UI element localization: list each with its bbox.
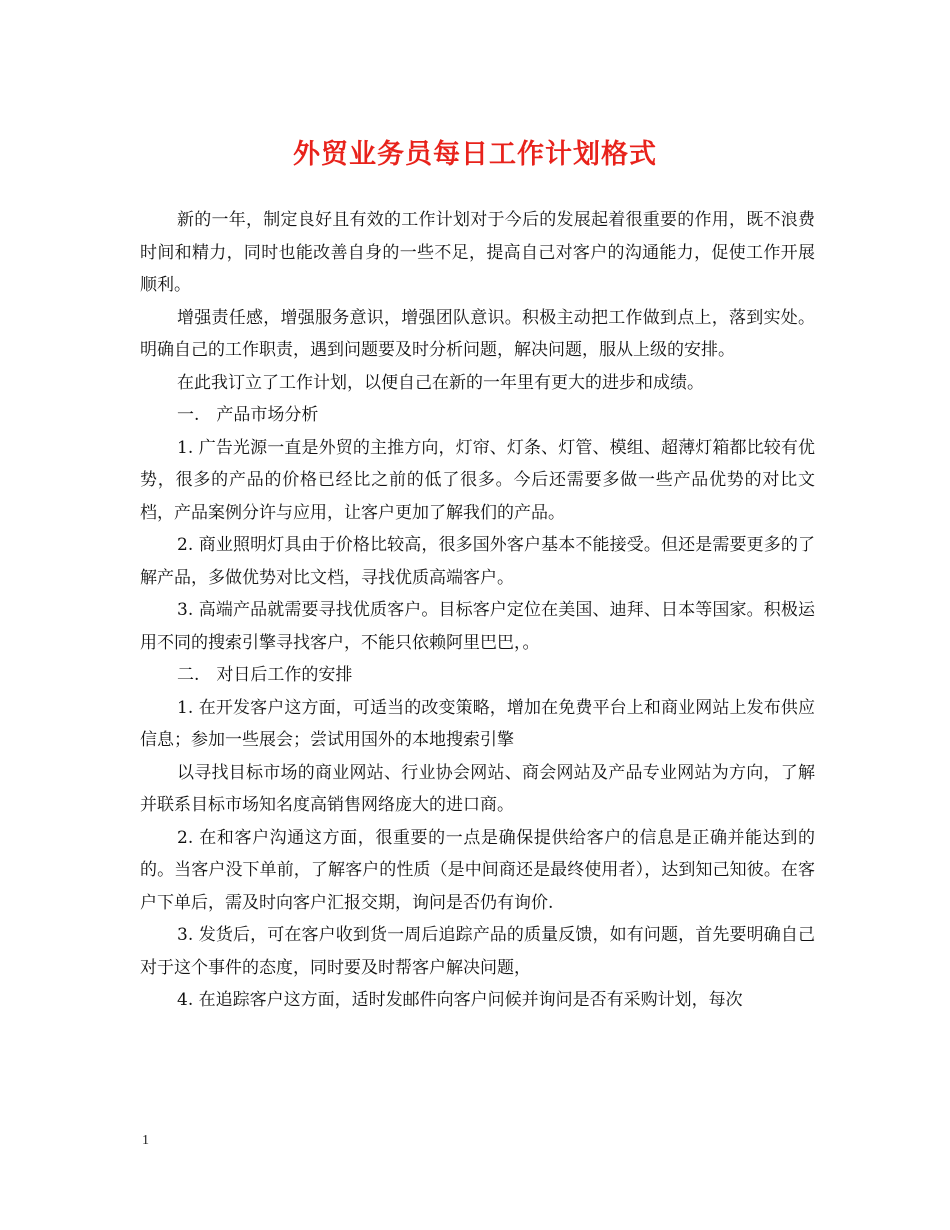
section-heading-market-analysis: 一. 产品市场分析 (177, 405, 319, 425)
paragraph-intro: 新的一年，制定良好且有效的工作计划对于今后的发展起着很重要的作用，既不浪费时间和精力，同时也能改善自身的一些不足，提高自己对客户的沟通能力，促使工作开展顺利。 (140, 210, 815, 295)
list-item: 2. 商业照明灯具由于价格比较高，很多国外客户基本不能接受。但还是需要更多的了解产品，多做优势对比文档，寻找优质高端客户。 (140, 535, 815, 588)
page-number: 1 (142, 1133, 149, 1148)
paragraph-continuation: 以寻找目标市场的商业网站、行业协会网站、商会网站及产品专业网站为方向，了解并联系目标市场知名度高销售网络庞大的进口商。 (140, 762, 815, 815)
document-title: 外贸业务员每日工作计划格式 (293, 139, 657, 170)
list-item: 1. 在开发客户这方面，可适当的改变策略，增加在免费平台上和商业网站上发布供应信息；参加一些展会；尝试用国外的本地搜索引擎 (140, 697, 815, 750)
list-item: 4. 在追踪客户这方面，适时发邮件向客户问候并询问是否有采购计划，每次 (177, 990, 743, 1010)
section-heading-work-arrangement: 二. 对日后工作的安排 (177, 665, 353, 685)
paragraph-responsibility: 增强责任感，增强服务意识，增强团队意识。积极主动把工作做到点上，落到实处。明确自己的工作职责，遇到问题要及时分析问题，解决问题，服从上级的安排。 (140, 307, 815, 360)
paragraph-plan-statement: 在此我订立了工作计划，以便自己在新的一年里有更大的进步和成绩。 (177, 372, 704, 393)
list-item: 3. 高端产品就需要寻找优质客户。目标客户定位在美国、迪拜、日本等国家。积极运用不同的搜索引擎寻找客户，不能只依赖阿里巴巴，。 (140, 600, 815, 653)
list-item: 2. 在和客户沟通这方面，很重要的一点是确保提供给客户的信息是正确并能达到的的。当客户没下单前，了解客户的性质（是中间商还是最终使用者），达到知己知彼。在客户下单后，需及时向客户汇报交期，询问是否仍有询价. (140, 827, 815, 913)
list-item: 3. 发货后，可在客户收到货一周后追踪产品的质量反馈，如有问题，首先要明确自己对于这个事件的态度，同时要及时帮客户解决问题， (140, 925, 815, 978)
document-body (140, 204, 815, 1017)
list-item: 1. 广告光源一直是外贸的主推方向，灯帘、灯条、灯管、模组、超薄灯箱都比较有优势，很多的产品的价格已经比之前的低了很多。今后还需要多做一些产品优势的对比文档，产品案例分许与应用，让客户更加了解我们的产品。 (140, 437, 815, 523)
